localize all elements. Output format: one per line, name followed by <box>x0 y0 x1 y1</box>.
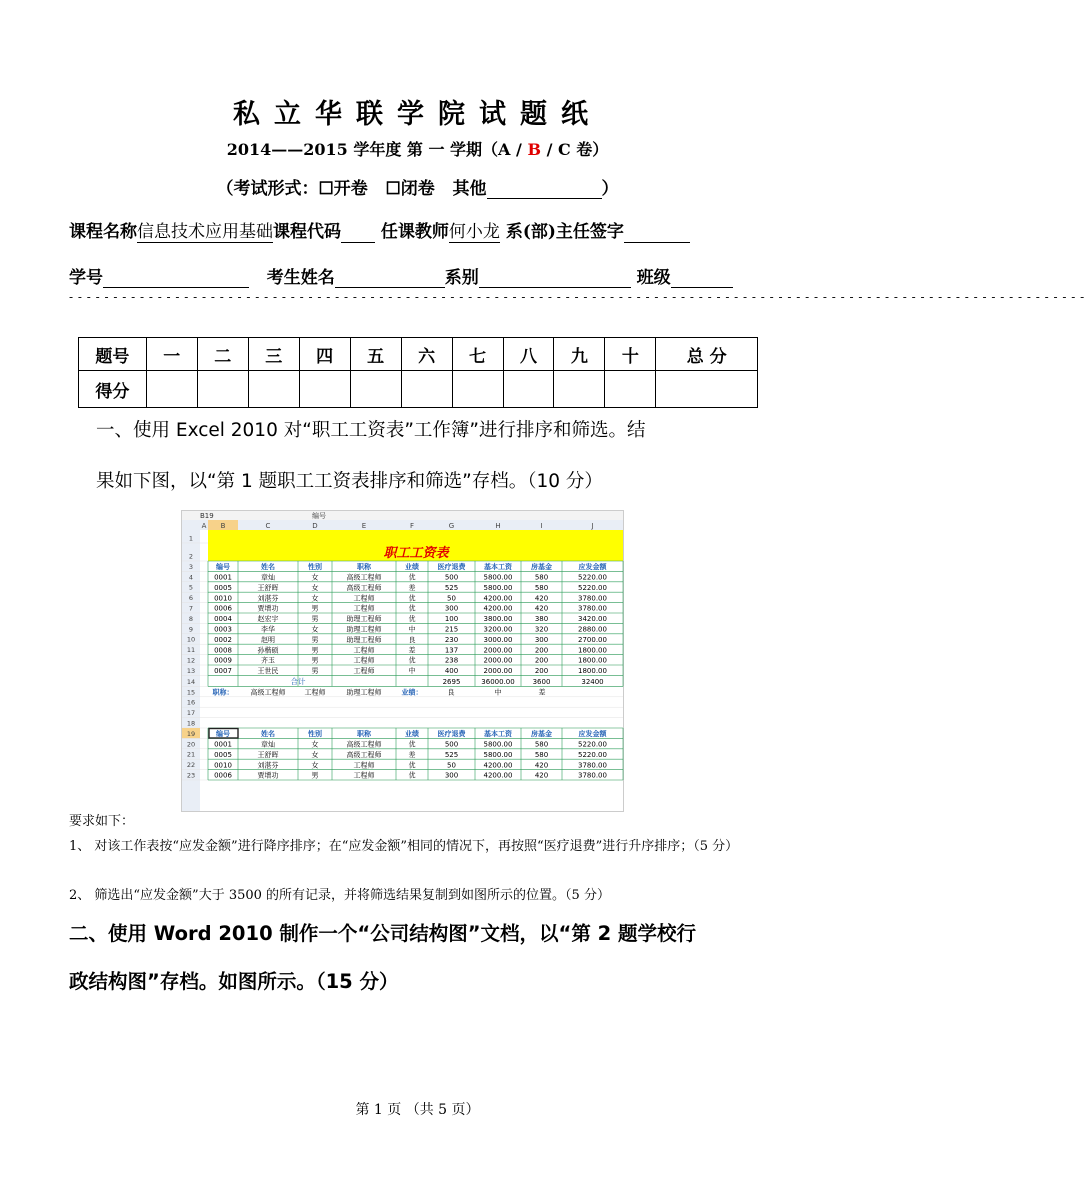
table-cell: 0006 <box>214 604 232 613</box>
table-cell: 0002 <box>214 635 232 644</box>
dept-blank <box>479 269 631 288</box>
table-cell: 137 <box>444 646 459 655</box>
table-cell: 章灿 <box>261 573 275 582</box>
table-cell: 0001 <box>214 573 232 582</box>
table-cell: 孙楷硕 <box>257 646 279 655</box>
score-value-cell <box>248 371 299 408</box>
filtered-cell: 5220.00 <box>578 740 607 749</box>
filtered-cell: 420 <box>534 771 549 780</box>
subtitle-pre: 2014——2015 学年度 第 一 学期（A / <box>226 140 522 159</box>
table-cell: 差 <box>408 583 416 592</box>
table-cell: 200 <box>534 646 549 655</box>
row-number: 13 <box>186 666 196 675</box>
table-cell: 王舒晖 <box>257 583 279 592</box>
filtered-header-cell: 姓名 <box>261 730 275 739</box>
filtered-header-cell: 房基金 <box>531 730 552 739</box>
row-number: 18 <box>186 719 196 728</box>
row-number: 1 <box>188 534 194 543</box>
format-open-book: ☐开卷 <box>318 179 368 199</box>
row-number: 23 <box>186 771 196 780</box>
table-cell: 男 <box>311 635 319 644</box>
score-value-cell <box>554 371 605 408</box>
criteria-cell: 助理工程师 <box>346 688 382 697</box>
row-number: 12 <box>186 656 196 665</box>
row-number: 20 <box>186 740 196 749</box>
requirements-intro: 要求如下： <box>69 814 135 829</box>
filtered-cell: 4200.00 <box>483 771 513 780</box>
table-cell: 100 <box>444 615 459 624</box>
filtered-cell: 女 <box>311 761 319 770</box>
score-header-label: 题号 <box>79 338 147 371</box>
filtered-cell: 0010 <box>214 761 232 770</box>
table-cell: 5800.00 <box>483 573 513 582</box>
score-value-cell <box>146 371 197 408</box>
score-header-cell: 六 <box>401 338 452 371</box>
filtered-cell: 贾增功 <box>257 771 279 780</box>
row-number: 4 <box>188 573 194 582</box>
filtered-cell: 0006 <box>214 771 232 780</box>
course-value: 信息技术应用基础 <box>137 222 273 242</box>
score-header-cell: 四 <box>299 338 350 371</box>
criteria-cell: 业绩： <box>401 688 423 697</box>
filtered-cell: 优 <box>408 771 416 780</box>
student-name-label: 考生姓名 <box>266 268 335 288</box>
table-cell: 0008 <box>214 646 232 655</box>
table-cell: 300 <box>534 635 549 644</box>
filtered-cell: 工程师 <box>353 771 375 780</box>
row-number: 14 <box>186 677 196 686</box>
dept-label: 系别 <box>444 268 479 288</box>
course-info-line <box>69 217 690 243</box>
total-cell: 36000.00 <box>481 677 515 686</box>
table-cell: 优 <box>408 573 416 582</box>
score-table <box>78 337 758 408</box>
score-header-cell: 三 <box>248 338 299 371</box>
table-cell: 女 <box>311 573 319 582</box>
table-cell: 5220.00 <box>578 583 607 592</box>
filtered-cell: 5800.00 <box>483 750 513 759</box>
filtered-header-cell: 医疗退费 <box>437 730 466 739</box>
table-cell: 齐玉 <box>261 656 275 665</box>
table-cell: 200 <box>534 656 549 665</box>
table-cell: 优 <box>408 656 416 665</box>
table-cell: 2880.00 <box>578 625 607 634</box>
student-info-line <box>69 263 733 288</box>
filtered-cell: 工程师 <box>353 761 375 770</box>
table-cell: 3200.00 <box>483 625 513 634</box>
table-cell: 1800.00 <box>578 667 607 676</box>
filtered-cell: 优 <box>408 740 416 749</box>
table-cell: 420 <box>534 604 549 613</box>
teacher-value: 何小龙 <box>448 222 500 242</box>
row-number: 2 <box>188 552 194 561</box>
row-number: 8 <box>188 614 194 623</box>
row-number: 3 <box>188 562 194 571</box>
table-cell: 3000.00 <box>483 635 513 644</box>
table-cell: 男 <box>311 667 319 676</box>
exam-title: 私立华联学院试题纸 <box>233 99 602 130</box>
student-id-label: 学号 <box>69 268 103 288</box>
sign-blank <box>624 224 690 243</box>
table-cell: 0010 <box>214 594 232 603</box>
filtered-cell: 王舒晖 <box>257 750 279 759</box>
filtered-cell: 525 <box>444 750 459 759</box>
row-number: 11 <box>186 646 196 655</box>
column-letter: E <box>361 522 367 530</box>
table-cell: 4200.00 <box>483 604 513 613</box>
requirement-1: 1、 对该工作表按“应发金额”进行降序排序；在“应发金额”相同的情况下，再按照“医疗退费”进行升序排序；（5 分） <box>69 839 739 854</box>
code-label: 课程代码 <box>273 222 341 242</box>
score-value-cell <box>656 371 758 408</box>
column-letter: C <box>265 522 271 530</box>
table-cell: 500 <box>444 573 459 582</box>
table-cell: 0004 <box>214 615 232 624</box>
table-cell: 3420.00 <box>578 615 607 624</box>
filtered-cell: 500 <box>444 740 459 749</box>
filtered-cell: 300 <box>444 771 459 780</box>
table-cell: 贾增功 <box>257 604 279 613</box>
total-cell: 2695 <box>442 677 461 686</box>
table-cell: 赵明 <box>261 635 275 644</box>
table-cell: 刘湛芬 <box>257 594 279 603</box>
table-cell: 3780.00 <box>578 604 607 613</box>
row-number: 5 <box>188 583 194 592</box>
table-cell: 5220.00 <box>578 573 607 582</box>
formula-value: 编号 <box>312 512 326 520</box>
spreadsheet-svg <box>182 511 623 811</box>
table-cell: 高级工程师 <box>346 573 382 582</box>
criteria-cell: 工程师 <box>304 688 326 697</box>
column-letter: I <box>540 522 543 530</box>
score-value-cell <box>503 371 554 408</box>
table-cell: 3780.00 <box>578 594 607 603</box>
class-label: 班级 <box>636 268 671 288</box>
table-cell: 215 <box>444 625 459 634</box>
table-cell: 525 <box>444 583 459 592</box>
table-cell: 工程师 <box>353 656 375 665</box>
table-cell: 差 <box>408 646 416 655</box>
table-cell: 50 <box>447 594 456 603</box>
criteria-cell: 差 <box>538 688 546 697</box>
table-cell: 238 <box>444 656 459 665</box>
table-cell: 0007 <box>214 667 232 676</box>
teacher-label: 任课教师 <box>380 222 449 242</box>
filtered-cell: 优 <box>408 761 416 770</box>
row-number: 10 <box>186 635 196 644</box>
score-value-cell <box>401 371 452 408</box>
filtered-cell: 580 <box>534 740 549 749</box>
score-header-cell: 五 <box>350 338 401 371</box>
total-cell: 32400 <box>581 677 604 686</box>
table-cell: 1800.00 <box>578 656 607 665</box>
table-cell: 工程师 <box>353 667 375 676</box>
score-value-cell <box>605 371 656 408</box>
table-cell: 中 <box>408 625 416 634</box>
score-header-cell: 八 <box>503 338 554 371</box>
table-cell: 580 <box>534 573 549 582</box>
table-cell: 高级工程师 <box>346 583 382 592</box>
question-1-line-2: 果如下图，以“第 1 题职工工资表排序和筛选”存档。（10 分） <box>96 471 603 492</box>
score-header-cell: 总 分 <box>656 338 758 371</box>
row-number: 17 <box>186 709 196 718</box>
column-letter: B <box>220 522 226 530</box>
filtered-cell: 3780.00 <box>578 761 607 770</box>
total-cell: 3600 <box>532 677 551 686</box>
score-value-cell <box>197 371 248 408</box>
table-header-cell: 性别 <box>308 563 322 572</box>
column-letter: J <box>591 522 594 530</box>
subtitle-post: / C 卷） <box>546 140 609 159</box>
table-header-cell: 应发金额 <box>578 563 607 572</box>
table-cell: 420 <box>534 594 549 603</box>
question-2-line-2: 政结构图”存档。如图所示。（15 分） <box>69 970 399 993</box>
table-cell: 2700.00 <box>578 635 607 644</box>
question-1-line-1: 一、使用 Excel 2010 对“职工工资表”工作簿”进行排序和筛选。结 <box>96 420 646 441</box>
table-header-cell: 基本工资 <box>484 563 512 572</box>
table-header-cell: 房基金 <box>531 563 552 572</box>
row-number: 22 <box>186 761 196 770</box>
format-close: ） <box>601 179 619 199</box>
score-value-cell <box>452 371 503 408</box>
table-cell: 4200.00 <box>483 594 513 603</box>
score-header-cell: 九 <box>554 338 605 371</box>
column-letter: D <box>312 522 318 530</box>
sign-label: 系(部)主任签字 <box>505 222 624 242</box>
filtered-cell: 高级工程师 <box>346 750 382 759</box>
table-cell: 工程师 <box>353 594 375 603</box>
table-cell: 5800.00 <box>483 583 513 592</box>
table-header-cell: 职称 <box>357 563 371 572</box>
table-cell: 中 <box>408 667 416 676</box>
filtered-cell: 4200.00 <box>483 761 513 770</box>
score-value-cell <box>350 371 401 408</box>
criteria-cell: 良 <box>447 688 455 697</box>
table-cell: 300 <box>444 604 459 613</box>
table-cell: 赵宏宇 <box>257 615 279 624</box>
table-cell: 女 <box>311 583 319 592</box>
table-header-cell: 编号 <box>216 563 230 572</box>
format-open: （考试形式： <box>216 179 319 199</box>
filtered-cell: 420 <box>534 761 549 770</box>
filtered-header-cell: 业绩 <box>405 730 419 739</box>
column-header-bar <box>182 520 623 530</box>
criteria-cell: 职称： <box>212 688 234 697</box>
score-value-cell <box>299 371 350 408</box>
filtered-cell: 女 <box>311 740 319 749</box>
exam-subtitle <box>0 137 835 160</box>
filtered-cell: 50 <box>447 761 456 770</box>
table-cell: 320 <box>534 625 549 634</box>
table-cell: 助理工程师 <box>346 635 382 644</box>
table-cell: 良 <box>408 635 416 644</box>
table-cell: 男 <box>311 615 319 624</box>
table-cell: 400 <box>444 667 459 676</box>
page-footer: 第 1 页 （共 5 页） <box>355 1102 480 1118</box>
score-row-label: 得分 <box>79 371 147 408</box>
requirement-2: 2、 筛选出“应发金额”大于 3500 的所有记录，并将筛选结果复制到如图所示的位置。（5 分） <box>69 888 610 903</box>
table-cell: 优 <box>408 604 416 613</box>
table-header-cell: 医疗退费 <box>437 563 466 572</box>
filtered-cell: 女 <box>311 750 319 759</box>
score-header-cell: 一 <box>146 338 197 371</box>
column-letter: F <box>409 522 415 530</box>
table-cell: 0003 <box>214 625 232 634</box>
table-cell: 助理工程师 <box>346 615 382 624</box>
filtered-header-cell: 编号 <box>216 730 230 739</box>
subtitle-b: B <box>527 140 541 159</box>
table-cell: 2000.00 <box>483 667 513 676</box>
row-number: 6 <box>188 594 194 603</box>
cut-line: - - - - - - - - - - - - - - - - - - - - - - - - - - - - - - - - - - - - - - - - - - - - - - - - - - - - - - - - - - - - - - - - - - - - - - - - - - - - - - - - - - - - - - - - - - - - - - - - - - - - - - - - - - - - - - - - - - - <box>69 290 1085 304</box>
filtered-cell: 3780.00 <box>578 771 607 780</box>
total-label: 合计 <box>290 676 306 686</box>
criteria-cell: 中 <box>494 688 502 697</box>
filtered-cell: 男 <box>311 771 319 780</box>
table-cell: 3800.00 <box>483 615 513 624</box>
table-cell: 优 <box>408 615 416 624</box>
student-id-blank <box>103 269 249 288</box>
table-cell: 男 <box>311 604 319 613</box>
score-header-row <box>79 338 758 371</box>
filtered-cell: 5220.00 <box>578 750 607 759</box>
table-cell: 女 <box>311 594 319 603</box>
row-number: 21 <box>186 750 196 759</box>
filtered-header-cell: 职称 <box>357 730 371 739</box>
row-number: 9 <box>188 625 194 634</box>
filtered-cell: 刘湛芬 <box>257 761 279 770</box>
table-cell: 0009 <box>214 656 232 665</box>
score-header-cell: 十 <box>605 338 656 371</box>
table-header-cell: 业绩 <box>405 563 419 572</box>
row-number: 16 <box>186 698 196 707</box>
format-closed-book: ☐闭卷 <box>385 179 435 199</box>
table-cell: 2000.00 <box>483 656 513 665</box>
filtered-cell: 差 <box>408 750 416 759</box>
table-cell: 工程师 <box>353 646 375 655</box>
score-value-row <box>79 371 758 408</box>
filtered-header-cell: 应发金额 <box>578 730 607 739</box>
column-letter: A <box>201 522 207 530</box>
filtered-cell: 5800.00 <box>483 740 513 749</box>
table-header-cell: 姓名 <box>261 563 275 572</box>
table-cell: 助理工程师 <box>346 625 382 634</box>
filtered-cell: 0005 <box>214 750 232 759</box>
row-number: 7 <box>188 604 194 613</box>
table-cell: 工程师 <box>353 604 375 613</box>
format-other: 其他 <box>452 179 487 199</box>
filtered-cell: 0001 <box>214 740 232 749</box>
spreadsheet-screenshot <box>181 510 624 812</box>
table-cell: 580 <box>534 583 549 592</box>
table-cell: 男 <box>311 656 319 665</box>
table-cell: 380 <box>534 615 549 624</box>
filtered-header-cell: 基本工资 <box>484 730 512 739</box>
course-label: 课程名称 <box>69 222 137 242</box>
class-blank <box>671 269 733 288</box>
score-header-cell: 二 <box>197 338 248 371</box>
student-name-blank <box>335 269 445 288</box>
cell-reference: B19 <box>200 512 214 520</box>
score-header-cell: 七 <box>452 338 503 371</box>
code-blank <box>341 224 375 243</box>
table-cell: 1800.00 <box>578 646 607 655</box>
formula-bar <box>182 511 623 520</box>
table-cell: 女 <box>311 625 319 634</box>
sheet-title: 职工工资表 <box>383 546 449 561</box>
table-cell: 200 <box>534 667 549 676</box>
filtered-cell: 高级工程师 <box>346 740 382 749</box>
table-cell: 0005 <box>214 583 232 592</box>
question-2-line-1: 二、使用 Word 2010 制作一个“公司结构图”文档，以“第 2 题学校行 <box>69 922 697 945</box>
filtered-cell: 章灿 <box>261 740 275 749</box>
exam-format-line <box>0 174 835 199</box>
table-cell: 2000.00 <box>483 646 513 655</box>
filtered-header-cell: 性别 <box>308 730 322 739</box>
table-cell: 李华 <box>261 625 275 634</box>
table-cell: 王世民 <box>257 667 279 676</box>
format-other-blank <box>487 180 602 199</box>
table-cell: 男 <box>311 646 319 655</box>
table-cell: 230 <box>444 635 459 644</box>
row-number: 19 <box>186 729 196 738</box>
row-number: 15 <box>186 688 196 697</box>
column-letter: G <box>448 522 455 530</box>
filtered-cell: 580 <box>534 750 549 759</box>
criteria-cell: 高级工程师 <box>250 688 286 697</box>
column-letter: H <box>495 522 501 530</box>
table-cell: 优 <box>408 594 416 603</box>
